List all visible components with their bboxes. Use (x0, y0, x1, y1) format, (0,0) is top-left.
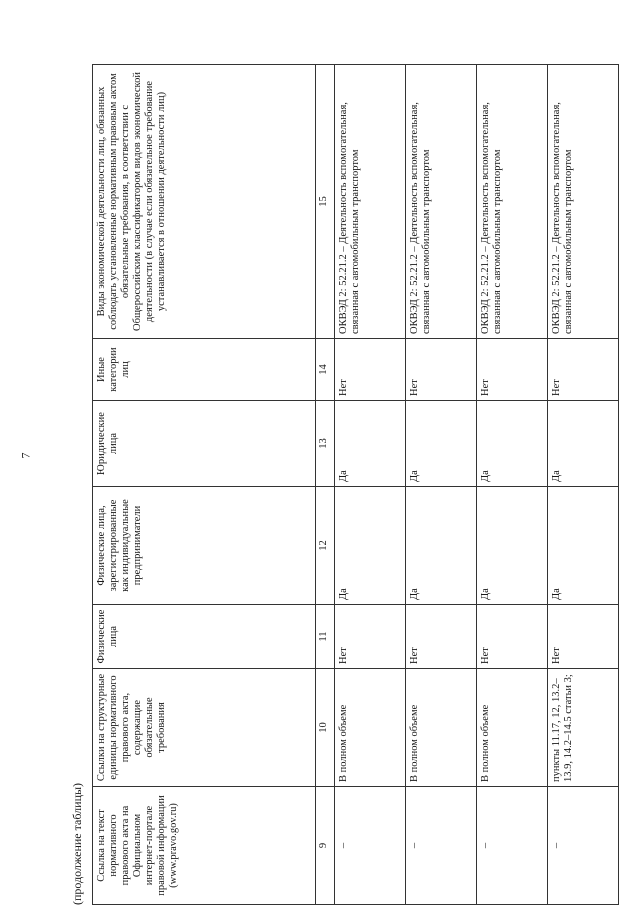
table-cell: Нет (406, 605, 477, 669)
table-cell: Да (406, 487, 477, 605)
table-cell: Нет (548, 339, 619, 401)
column-number: 12 (316, 487, 335, 605)
table-header-row (93, 65, 316, 905)
table-row (477, 65, 548, 905)
table-cell: Да (477, 401, 548, 487)
header-cell: Ссылки на структурные единицы нормативного правового акта, содержащие обязательные требования (93, 669, 316, 787)
table-row (335, 65, 406, 905)
table-row (406, 65, 477, 905)
table-cell: – (548, 787, 619, 905)
table-cell: Нет (548, 605, 619, 669)
column-number-row (316, 65, 335, 905)
table-cell: Нет (477, 605, 548, 669)
table-cell: В полном объеме (406, 669, 477, 787)
table-cell: ОКВЭД 2: 52.21.2 – Деятельность вспомогательная, связанная с автомобильным транспортом (406, 65, 477, 339)
table-cell: Да (548, 487, 619, 605)
table-cell: ОКВЭД 2: 52.21.2 – Деятельность вспомогательная, связанная с автомобильным транспортом (548, 65, 619, 339)
table-cell: Нет (335, 605, 406, 669)
table-cell: пункты 11.17, 12, 13.2–13.9, 14.2–14.5 статьи 3; (548, 669, 619, 787)
header-cell: Юридические лица (93, 401, 316, 487)
table-cell: Нет (406, 339, 477, 401)
table-caption: (продолжение таблицы) (70, 782, 84, 905)
table-cell: В полном объеме (335, 669, 406, 787)
table-cell: – (335, 787, 406, 905)
rotated-page-content (70, 45, 640, 905)
table-cell: Нет (477, 339, 548, 401)
table-cell: ОКВЭД 2: 52.21.2 – Деятельность вспомогательная, связанная с автомобильным транспортом (477, 65, 548, 339)
table-cell: В полном объеме (477, 669, 548, 787)
requirements-table (92, 64, 619, 905)
column-number: 13 (316, 401, 335, 487)
header-cell: Физические лица (93, 605, 316, 669)
table-row (548, 65, 619, 905)
column-number: 14 (316, 339, 335, 401)
table-cell: Да (477, 487, 548, 605)
table-cell: Да (548, 401, 619, 487)
column-number: 10 (316, 669, 335, 787)
column-number: 9 (316, 787, 335, 905)
header-cell: Виды экономической деятельности лиц, обязанных соблюдать установленные нормативным правовым актом обязательные требования, в соответствии с Общероссийским классификатором видов экономической деятельности (в случае если обязательное требование устанавливается в отношении деятельности лиц) (93, 65, 316, 339)
header-cell: Физические лица, зарегистрированные как индивидуальные предприниматели (93, 487, 316, 605)
table-cell: ОКВЭД 2: 52.21.2 – Деятельность вспомогательная, связанная с автомобильным транспортом (335, 65, 406, 339)
page-number: 7 (18, 452, 33, 459)
table-cell: – (477, 787, 548, 905)
header-cell: Иные категории лиц (93, 339, 316, 401)
column-number: 15 (316, 65, 335, 339)
column-number: 11 (316, 605, 335, 669)
table-cell: Да (335, 401, 406, 487)
table-cell: – (406, 787, 477, 905)
table-cell: Нет (335, 339, 406, 401)
header-cell: Ссылка на текст нормативного правового акта на Официальном интернет-портале правовой информации (www.pravo.gov.ru) (93, 787, 316, 905)
table-cell: Да (406, 401, 477, 487)
table-cell: Да (335, 487, 406, 605)
